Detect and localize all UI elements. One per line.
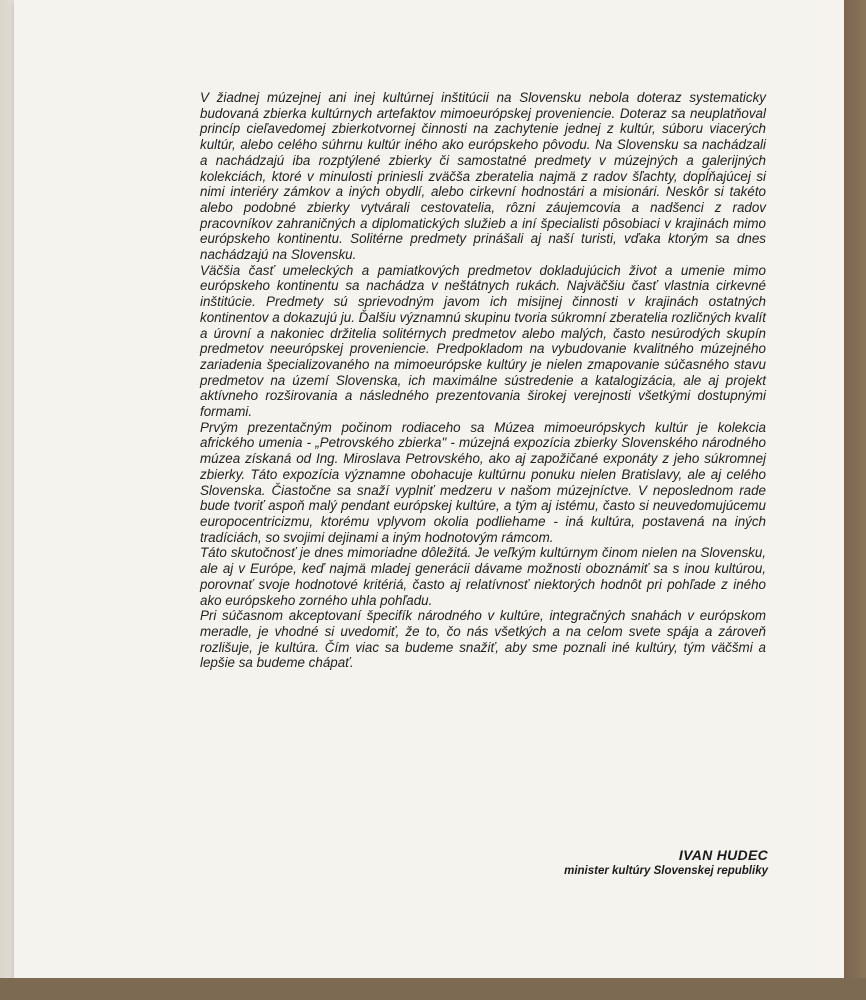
paragraph-2: Väčšia časť umeleckých a pamiatkových predmetov dokladujúcich život a umenie mimo európskeho kontinentu sa nachádza v neštátnych rukách. Najväčšiu časť vlastnia cirkevné inštitúcie. Predmety sú sprievodným javom ich misijnej činnosti v krajinách ostatných kontinentov a dokazujú ju. Ďalšiu významnú skupinu tvoria súkromní zberatelia rozličných kvalít a úrovní a nakoniec držitelia solitérnych predmetov alebo malých, často nesúrodých skupín predmetov neeurópskej proveniencie. Predpokladom na vybudovanie kvalitného múzejného zariadenia špecializovaného na mimoeurópske kultúry je nielen zmapovanie súčasného stavu predmetov na území Slovenska, ich maximálne sústredenie a katalogizácia, ale aj projekt aktívneho rozširovania a následného prezentovania širokej verejnosti všetkými dostupnými formami.	[200, 262, 766, 420]
paragraph-5: Pri súčasnom akceptovaní špecifík národného v kultúre, integračných snahách v európskom meradle, je vhodné si uvedomiť, že to, čo nás všetkých a na celom svete spája a zároveň rozlišuje, je kultúra. Čím viac sa budeme snažiť, aby sme poznali iné kultúry, tým väčšmi a lepšie sa budeme chápať.	[200, 608, 766, 671]
signature-name: IVAN HUDEC	[678, 847, 768, 863]
table-surface-right	[844, 0, 866, 1000]
table-surface-bottom	[0, 978, 866, 1000]
signature-title: minister kultúry Slovenskej republiky	[564, 865, 768, 877]
paragraph-3: Prvým prezentačným počinom rodiaceho sa Múzea mimoeurópskych kultúr je kolekcia afrického umenia - „Petrovského zbierka" - múzejná expozícia zbierky Slovenského národného múzea získaná od Ing. Miroslava Petrovského, ako aj zapožičané exponáty z jeho súkromnej zbierky. Táto expozícia významne obohacuje kultúrnu ponuku nielen Bratislavy, ale aj celého Slovenska. Čiastočne sa snaží vyplniť medzeru v našom múzejníctve. V neposlednom rade bude tvoriť aspoň malý pendant európskej kultúre, a tým aj istému, často si neuvedomujúcemu europocentricizmu, ktorému vplyvom okolia podliehame - iná kultúra, postavená na iných tradíciách, so svojimi dejinami a iným hodnotovým rámcom.	[200, 419, 766, 545]
body-text	[200, 90, 766, 671]
paragraph-4: Táto skutočnosť je dnes mimoriadne dôležitá. Je veľkým kultúrnym činom nielen na Slovensku, ale aj v Európe, keď najmä mladej generácii dávame možnosti oboznámiť sa s inou kultúrou, porovnať svoje hodnotové kritériá, často aj relatívnosť niektorých hodnôt pri pohľade z iného ako európskeho zorného uhla pohľadu.	[200, 545, 766, 608]
signature-block	[564, 846, 768, 879]
paragraph-1: V žiadnej múzejnej ani inej kultúrnej inštitúcii na Slovensku nebola doteraz systematicky budovaná zbierka kultúrnych artefaktov mimoeurópskej proveniencie. Doteraz sa neuplatňoval princíp cieľavedomej zbierkotvornej činnosti na zachytenie jednej z kultúr, súboru viacerých kultúr, alebo celého súhrnu kultúr iného ako európskeho pôvodu. Na Slovensku sa nachádzali a nachádzajú iba rozptýlené zbierky či samostatné predmety v múzejných a galerijných kolekciách, ktoré v minulosti priniesli zväčša zberatelia najmä z radov šľachty, dopĺňajúcej si nimi interiéry zámkov a iných obydlí, alebo cirkevní hodnostári a misionári. Neskôr si takéto alebo podobné zbierky vytvárali cestovatelia, rôzni záujemcovia a nadšenci z radov pracovníkov zahraničných a diplomatických služieb a iní špecialisti pôsobiaci v krajinách mimo európskeho kontinentu. Solitérne predmety prinášali aj naší turisti, vďaka ktorým sa dnes nachádzajú na Slovensku.	[200, 90, 766, 263]
